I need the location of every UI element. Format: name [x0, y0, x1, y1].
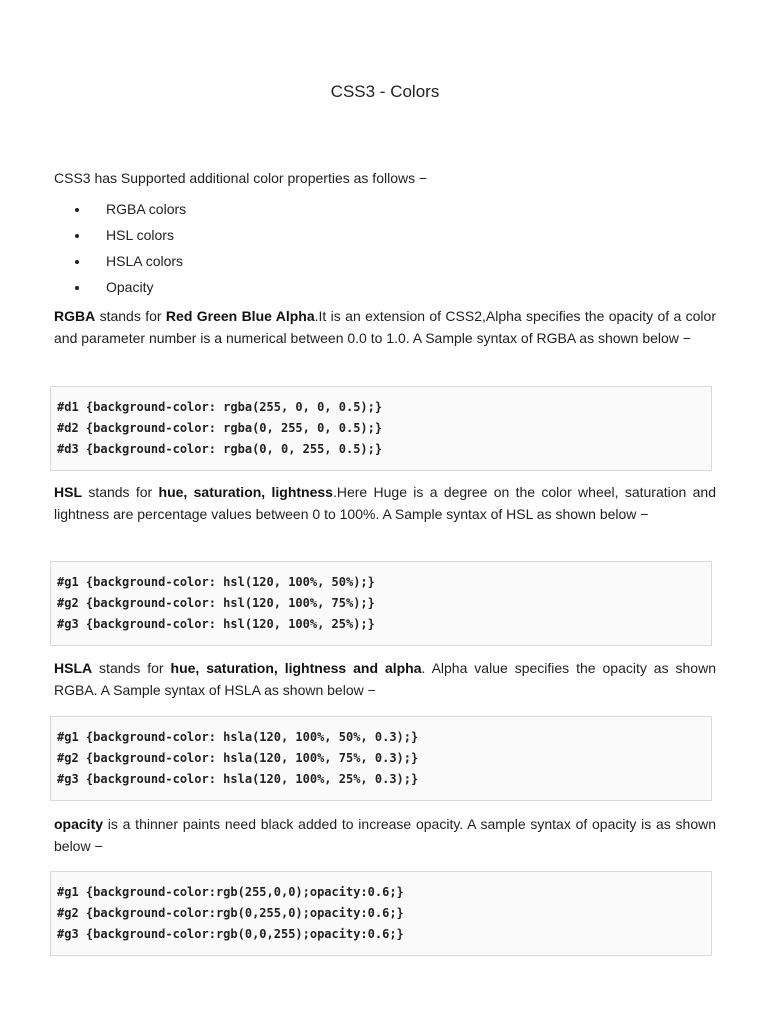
hsla-term: HSLA — [54, 660, 93, 676]
rgba-name: Red Green Blue Alpha — [165, 308, 315, 324]
opacity-term: opacity — [54, 816, 104, 832]
intro-paragraph: CSS3 has Supported additional color properties as follows − — [54, 170, 428, 186]
hsl-paragraph — [54, 481, 716, 525]
hsla-text-2: . Alpha value specifies the opacity as shown RGBA. A Sample syntax of HSLA as shown below − — [54, 660, 716, 698]
hsla-name: hue, saturation, lightness and alpha — [170, 660, 422, 676]
code-line: #g2 {background-color: hsla(120, 100%, 75%, 0.3);} — [57, 751, 419, 765]
opacity-paragraph — [54, 813, 716, 857]
code-line: #d1 {background-color: rgba(255, 0, 0, 0.5);} — [57, 400, 383, 414]
opacity-code-block — [50, 871, 712, 956]
color-properties-list — [54, 197, 454, 301]
page-title: CSS3 - Colors — [330, 82, 440, 101]
hsla-text-1: stands for — [92, 660, 171, 676]
rgba-text-1: stands for — [95, 308, 166, 324]
rgba-term: RGBA — [54, 308, 96, 324]
list-item: RGBA colors — [54, 197, 454, 223]
hsla-paragraph — [54, 657, 716, 701]
rgba-text-2: .It is an extension of CSS2,Alpha specifies the opacity of a color and parameter number is a numerical between 0.0 to 1.0. A Sample syntax of RGBA as shown below − — [54, 308, 716, 346]
code-line: #g1 {background-color:rgb(255,0,0);opacity:0.6;} — [57, 885, 404, 899]
hsl-code-block — [50, 561, 712, 646]
list-item: HSLA colors — [54, 249, 454, 275]
code-line: #d2 {background-color: rgba(0, 255, 0, 0.5);} — [57, 421, 383, 435]
list-item: Opacity — [54, 275, 454, 301]
hsl-text-1: stands for — [82, 484, 159, 500]
hsl-term: HSL — [54, 484, 82, 500]
hsla-code-block — [50, 716, 712, 801]
code-line: #g3 {background-color: hsl(120, 100%, 25%);} — [57, 617, 375, 631]
code-line: #g3 {background-color:rgb(0,0,255);opacity:0.6;} — [57, 927, 404, 941]
opacity-text: is a thinner paints need black added to increase opacity. A sample syntax of opacity is as shown below − — [54, 816, 716, 854]
rgba-paragraph — [54, 305, 716, 349]
code-line: #d3 {background-color: rgba(0, 0, 255, 0.5);} — [57, 442, 383, 456]
rgba-code-block — [50, 386, 712, 471]
code-line: #g1 {background-color: hsl(120, 100%, 50%);} — [57, 575, 375, 589]
code-line: #g2 {background-color:rgb(0,255,0);opacity:0.6;} — [57, 906, 404, 920]
code-line: #g3 {background-color: hsla(120, 100%, 25%, 0.3);} — [57, 772, 419, 786]
code-line: #g1 {background-color: hsla(120, 100%, 50%, 0.3);} — [57, 730, 419, 744]
hsl-name: hue, saturation, lightness — [158, 484, 333, 500]
list-item: HSL colors — [54, 223, 454, 249]
code-line: #g2 {background-color: hsl(120, 100%, 75%);} — [57, 596, 375, 610]
hsl-text-2: .Here Huge is a degree on the color wheel, saturation and lightness are percentage values between 0 to 100%. A Sample syntax of HSL as shown below − — [54, 484, 716, 522]
